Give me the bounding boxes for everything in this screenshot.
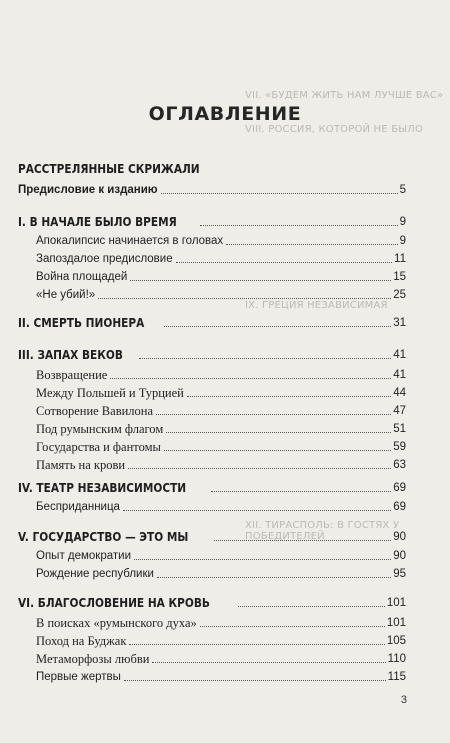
section-page: 25: [393, 289, 406, 301]
dot-leader: [152, 661, 385, 663]
section-page: 90: [393, 550, 406, 562]
dot-leader: [130, 279, 391, 281]
chapter-page: 31: [393, 317, 406, 329]
dot-leader: [187, 395, 391, 397]
toc-entry-preface[interactable]: [18, 180, 406, 197]
toc-section[interactable]: [36, 383, 406, 400]
toc-chapter[interactable]: [18, 479, 406, 495]
toc-section[interactable]: [36, 564, 406, 581]
dot-leader: [214, 540, 392, 541]
bleed-line: VII. «БУДЕМ ЖИТЬ НАМ ЛУЧШЕ ВАС»: [245, 90, 444, 101]
section-page: 105: [386, 635, 406, 647]
dot-leader: [98, 297, 391, 299]
toc-chapter[interactable]: [18, 213, 406, 229]
toc-section[interactable]: [36, 455, 406, 472]
section-label: Апокалипсис начинается в головах: [36, 235, 224, 247]
section-label: Память на крови: [36, 458, 126, 472]
chapter-page: 101: [386, 597, 406, 609]
dot-leader: [238, 606, 385, 607]
dot-leader: [211, 491, 391, 492]
part-heading: [18, 160, 218, 176]
toc-section[interactable]: [36, 649, 406, 666]
dot-leader: [110, 377, 391, 379]
section-page: 41: [393, 369, 406, 381]
chapter-title: I. В НАЧАЛЕ БЫЛО ВРЕМЯ: [18, 215, 177, 229]
section-page: 95: [393, 568, 406, 580]
toc-section[interactable]: [36, 667, 406, 684]
section-page: 63: [393, 459, 406, 471]
section-page: 59: [393, 441, 406, 453]
section-page: 11: [394, 253, 406, 265]
entry-label: Предисловие к изданию: [18, 184, 158, 196]
toc-chapter[interactable]: [18, 346, 406, 362]
toc-section[interactable]: [36, 419, 406, 436]
section-label: Война площадей: [36, 271, 128, 283]
chapter-title: II. СМЕРТЬ ПИОНЕРА: [18, 316, 145, 330]
toc-section[interactable]: [36, 546, 406, 563]
toc-section[interactable]: [36, 613, 406, 630]
section-page: 44: [393, 387, 406, 399]
dot-leader: [128, 467, 391, 469]
page-number: 3: [400, 694, 407, 706]
section-label: Между Польшей и Турцией: [36, 386, 184, 400]
dot-leader: [166, 431, 391, 433]
chapter-page: 41: [393, 349, 406, 361]
section-label: Бесприданница: [36, 501, 120, 513]
toc-section[interactable]: [36, 497, 406, 514]
section-page: 9: [399, 235, 406, 247]
dot-leader: [157, 576, 391, 578]
section-label: Поход на Буджак: [36, 634, 127, 648]
dot-leader: [200, 225, 397, 226]
section-page: 69: [393, 501, 406, 513]
dot-leader: [134, 558, 391, 560]
section-page: 110: [387, 653, 406, 665]
chapter-title: IV. ТЕАТР НЕЗАВИСИМОСТИ: [18, 481, 187, 495]
section-label: Сотворение Вавилона: [36, 404, 154, 418]
section-page: 115: [387, 671, 406, 683]
section-page: 15: [393, 271, 406, 283]
dot-leader: [129, 643, 384, 645]
section-label: «Не убий!»: [36, 289, 96, 301]
dot-leader: [156, 413, 391, 415]
toc-section[interactable]: [36, 231, 406, 248]
section-label: Запоздалое предисловие: [36, 253, 173, 265]
dot-leader: [200, 625, 385, 627]
section-label: Рождение республики: [36, 568, 154, 580]
section-label: Под румынским флагом: [36, 422, 164, 436]
page-title: ОГЛАВЛЕНИЕ: [148, 103, 302, 125]
toc-chapter[interactable]: [18, 528, 406, 544]
chapter-title: VI. БЛАГОСЛОВЕНИЕ НА КРОВЬ: [18, 596, 210, 610]
chapter-page: 9: [399, 216, 406, 228]
dot-leader: [176, 261, 392, 263]
chapter-title: V. ГОСУДАРСТВО — ЭТО МЫ: [18, 530, 189, 544]
dot-leader: [124, 679, 386, 681]
dot-leader: [123, 509, 391, 511]
section-label: Государства и фантомы: [36, 440, 161, 454]
dot-leader: [164, 326, 392, 327]
section-page: 47: [393, 405, 406, 417]
toc-section[interactable]: [36, 249, 406, 266]
bleed-line: IX. ГРЕЦИЯ НЕЗАВИСИМАЯ: [245, 300, 388, 311]
entry-page: 5: [399, 184, 406, 196]
chapter-page: 90: [393, 531, 406, 543]
section-label: Метаморфозы любви: [36, 652, 150, 666]
dot-leader: [164, 449, 391, 451]
toc-section[interactable]: [36, 631, 406, 648]
bleed-line: VIII. РОССИЯ, КОТОРОЙ НЕ БЫЛО: [245, 124, 424, 135]
chapter-page: 69: [393, 482, 406, 494]
toc-section[interactable]: [36, 437, 406, 454]
toc-chapter[interactable]: [18, 314, 406, 330]
dot-leader: [226, 243, 397, 245]
toc-section[interactable]: [36, 285, 406, 302]
section-label: Опыт демократии: [36, 550, 131, 562]
section-label: В поисках «румынского духа»: [36, 616, 197, 630]
section-label: Возвращение: [36, 368, 108, 382]
toc-chapter[interactable]: [18, 594, 406, 610]
dot-leader: [139, 358, 391, 359]
toc-section[interactable]: [36, 401, 406, 418]
section-label: Первые жертвы: [36, 671, 121, 683]
bleed-line: XII. ТИРАСПОЛЬ: В ГОСТЯХ У ПОБЕДИТЕЛЕЙ: [245, 520, 400, 542]
toc-section[interactable]: [36, 365, 406, 382]
dot-leader: [161, 192, 398, 194]
chapter-title: III. ЗАПАХ ВЕКОВ: [18, 348, 123, 362]
section-page: 51: [393, 423, 406, 435]
section-page: 101: [386, 617, 406, 629]
toc-section[interactable]: [36, 267, 406, 284]
part-title: РАССТРЕЛЯННЫЕ СКРИЖАЛИ: [18, 162, 200, 176]
